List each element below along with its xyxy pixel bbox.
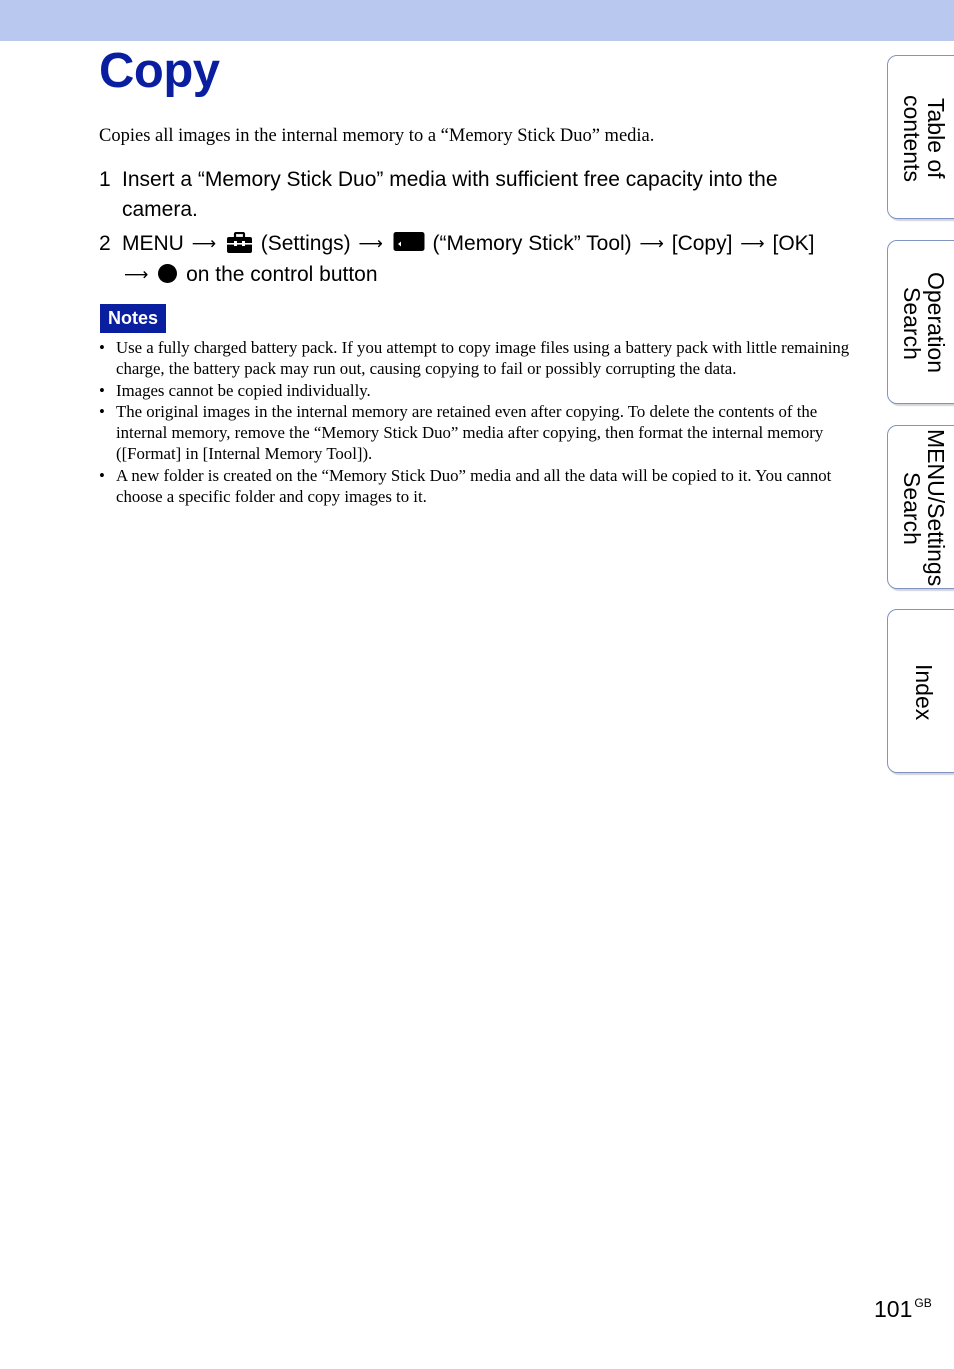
tab-menu-settings-search[interactable]: [887, 425, 954, 589]
step-number: 1: [99, 168, 111, 191]
tab-label: MENU/Settings Search: [899, 429, 949, 587]
bullet: •: [99, 401, 105, 421]
notes-list: [99, 337, 855, 507]
tab-index[interactable]: [887, 609, 954, 773]
note-text: Use a fully charged battery pack. If you attempt to copy image files using a battery pack with little remaining charge, the battery pack may run out, causing copying to fail or possibly corrupting the data.: [116, 338, 850, 379]
bullet: •: [99, 338, 105, 357]
step-2: [99, 229, 859, 290]
tab-label: Table of contents: [899, 94, 949, 182]
page-number-value: 101: [874, 1296, 913, 1322]
copy-label: [Copy]: [671, 232, 733, 255]
step-instructions: [122, 229, 859, 290]
list-item: [99, 465, 855, 508]
tab-operation-search[interactable]: [887, 240, 954, 404]
list-item: [99, 401, 855, 465]
note-text: Images cannot be copied individually.: [116, 380, 371, 400]
step-1: [99, 165, 859, 224]
arrow-right-icon: ⟶: [740, 234, 765, 254]
note-text: The original images in the internal memory are retained even after copying. To delete the contents of the internal memory, remove the “Memory Stick Duo” media after copying, then format the internal memory ([Format] in [Internal Memory Tool]).: [116, 401, 824, 464]
notes-badge: Notes: [100, 304, 166, 333]
arrow-right-icon: ⟶: [358, 234, 383, 254]
list-item: [99, 380, 855, 401]
ok-label: [OK]: [772, 232, 815, 255]
arrow-right-icon: ⟶: [639, 234, 664, 254]
page-title: Copy: [99, 44, 220, 98]
bullet: •: [99, 380, 105, 400]
memory-stick-icon: [393, 231, 425, 253]
memory-stick-tool-label: (“Memory Stick” Tool): [432, 232, 632, 255]
page-number: [874, 1288, 932, 1324]
tab-label: Operation Search: [899, 272, 949, 374]
page-number-suffix: GB: [914, 1296, 932, 1310]
list-item: [99, 337, 855, 380]
step-text: Insert a “Memory Stick Duo” media with sufficient free capacity into the camera.: [122, 168, 778, 221]
settings-label: (Settings): [260, 232, 351, 255]
note-text: A new folder is created on the “Memory Stick Duo” media and all the data will be copied to it. You cannot choose a specific folder and copy images to it.: [116, 465, 832, 507]
tab-label: Index: [911, 663, 937, 721]
toolbox-icon: [226, 232, 253, 254]
bullet: •: [99, 465, 105, 485]
step-number: 2: [99, 232, 111, 255]
menu-label: MENU: [122, 232, 184, 255]
arrow-right-icon: ⟶: [191, 234, 217, 254]
header-band: [0, 0, 954, 41]
intro-text: Copies all images in the internal memory to a “Memory Stick Duo” media.: [99, 126, 655, 146]
arrow-right-icon: ⟶: [124, 264, 149, 285]
tab-table-of-contents[interactable]: [887, 55, 954, 219]
filled-circle-icon: [158, 264, 177, 283]
control-button-label: on the control button: [186, 262, 378, 286]
